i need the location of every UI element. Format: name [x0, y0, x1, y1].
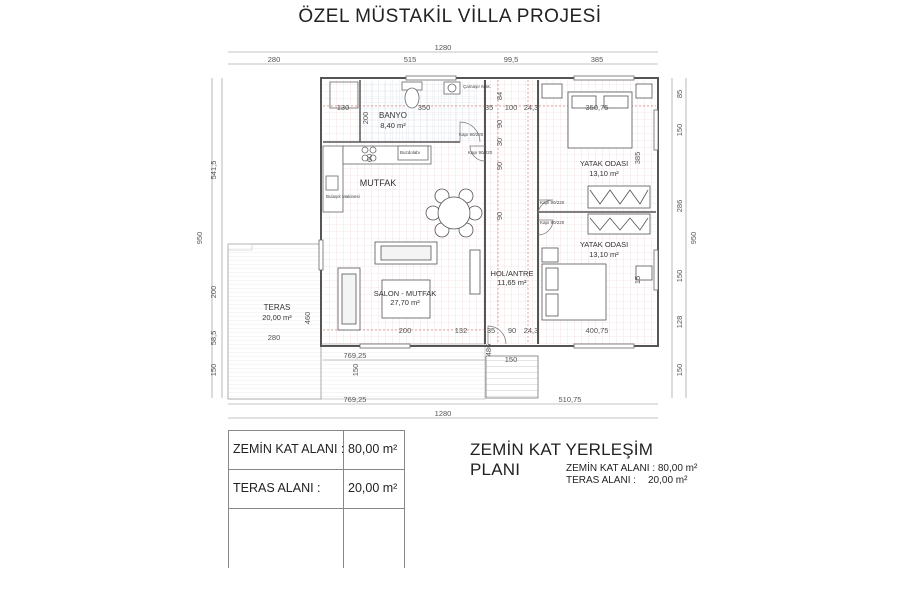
dim-inner-9: 90 — [495, 161, 504, 171]
dim-top-1: 280 — [267, 55, 281, 64]
dim-inner-22: 385 — [633, 151, 642, 165]
legend-line-zemin: ZEMİN KAT ALANI : 80,00 m² — [566, 463, 698, 474]
room-banyo-name: BANYO — [378, 111, 408, 120]
dim-top-total: 1280 — [434, 43, 452, 52]
dim-bottom-1: 769,25 — [343, 395, 367, 404]
room-salon-area: 27,70 m² — [390, 298, 420, 307]
dim-inner-19: 24,3 — [523, 326, 539, 335]
label-kapi-yatak1: Kapı 90/220 — [540, 200, 565, 205]
dim-bottom-2: 510,75 — [558, 395, 582, 404]
dim-inner-24: 150 — [504, 355, 518, 364]
room-teras-area: 20,00 m² — [262, 313, 292, 322]
dim-inner-10: 30 — [495, 137, 504, 147]
area-table-label: TERAS ALANI : — [233, 481, 321, 495]
dim-inner-20: 400,75 — [585, 326, 609, 335]
area-table — [228, 430, 405, 568]
dim-inner-14: 460 — [303, 311, 312, 325]
room-banyo-area: 8,40 m² — [380, 121, 406, 130]
dim-bottom-total: 1280 — [434, 409, 452, 418]
label-camasir: Çamaşır Mak. — [463, 84, 492, 89]
area-table-label: ZEMİN KAT ALANI : — [233, 442, 345, 456]
dim-inner-3: 35 — [484, 103, 494, 112]
dim-inner-15: 200 — [398, 326, 412, 335]
dim-inner-18: 90 — [507, 326, 517, 335]
dim-right-1: 85 — [675, 89, 684, 99]
dim-right-5: 128 — [675, 315, 684, 329]
dim-inner-8: 90 — [495, 119, 504, 129]
dim-right-2: 150 — [675, 123, 684, 137]
dim-top-3: 99,5 — [503, 55, 519, 64]
dim-inner-23: 280 — [267, 333, 281, 342]
label-kapi-banyo: Kapı 90/220 — [459, 132, 484, 137]
dim-inner-4: 100 — [504, 103, 518, 112]
dim-right-3: 286 — [675, 199, 684, 213]
room-yatak2-area: 13,10 m² — [589, 250, 619, 259]
plan-legend — [470, 440, 700, 486]
dim-inner-17: 35 — [486, 326, 496, 335]
room-mutfak-name: MUTFAK — [359, 178, 397, 188]
room-yatak1-area: 13,10 m² — [589, 169, 619, 178]
area-table-value: 80,00 m² — [348, 442, 398, 456]
legend-title: ZEMİN KAT YERLEŞİM PLANI — [470, 440, 654, 479]
dim-right-4: 150 — [675, 269, 684, 283]
area-table-value: 20,00 m² — [348, 481, 398, 495]
project-title: ÖZEL MÜSTAKİL VİLLA PROJESİ — [298, 6, 602, 27]
room-salon-name: SALON - MUTFAK — [373, 289, 437, 298]
dim-inner-21: 486 — [484, 343, 493, 357]
room-hol-area: 11,65 m² — [497, 278, 527, 287]
dim-inner-2: 350 — [417, 103, 431, 112]
dim-left-total: 950 — [195, 231, 204, 245]
label-buzdolabi: Buzdolabı — [400, 150, 421, 155]
area-table-row-zemin — [229, 431, 404, 470]
room-teras-name: TERAS — [263, 303, 291, 312]
legend-line-teras-value: 20,00 m² — [648, 475, 688, 486]
dim-right-total: 950 — [689, 231, 698, 245]
dim-inner-6: 350,75 — [585, 103, 609, 112]
dim-inner-25: 15 — [633, 275, 642, 285]
dim-inner-bottom: 769,25 — [343, 351, 367, 360]
room-yatak1-name: YATAK ODASI — [579, 159, 629, 168]
dim-inner-26: 150 — [351, 363, 360, 377]
dim-top-4: 385 — [590, 55, 604, 64]
dim-inner-11: 90 — [495, 211, 504, 221]
label-kapi-yatak2: Kapı 90/220 — [540, 220, 565, 225]
dim-inner-12: 200 — [361, 111, 370, 125]
label-bulasik: Bulaşık Makinesi — [326, 194, 360, 199]
area-table-row-teras — [229, 470, 404, 509]
room-hol-name: HOL/ANTRE — [490, 269, 534, 278]
legend-line-teras-label: TERAS ALANI : — [566, 475, 637, 486]
dim-left-1: 541,5 — [209, 160, 218, 180]
room-yatak2-name: YATAK ODASI — [579, 240, 629, 249]
dim-left-2: 200 — [209, 285, 218, 299]
dim-top-2: 515 — [403, 55, 417, 64]
dim-left-3: 58,5 — [209, 330, 218, 346]
dim-right-6: 150 — [675, 363, 684, 377]
dim-inner-16: 132 — [454, 326, 468, 335]
dim-inner-5: 24,3 — [523, 103, 539, 112]
dim-inner-13: 60 — [365, 153, 374, 163]
dim-left-4: 150 — [209, 363, 218, 377]
label-kapi-mutfak: Kapı 90/220 — [468, 150, 493, 155]
dim-inner-7: 84 — [495, 91, 504, 101]
dim-inner-1: 130 — [336, 103, 350, 112]
